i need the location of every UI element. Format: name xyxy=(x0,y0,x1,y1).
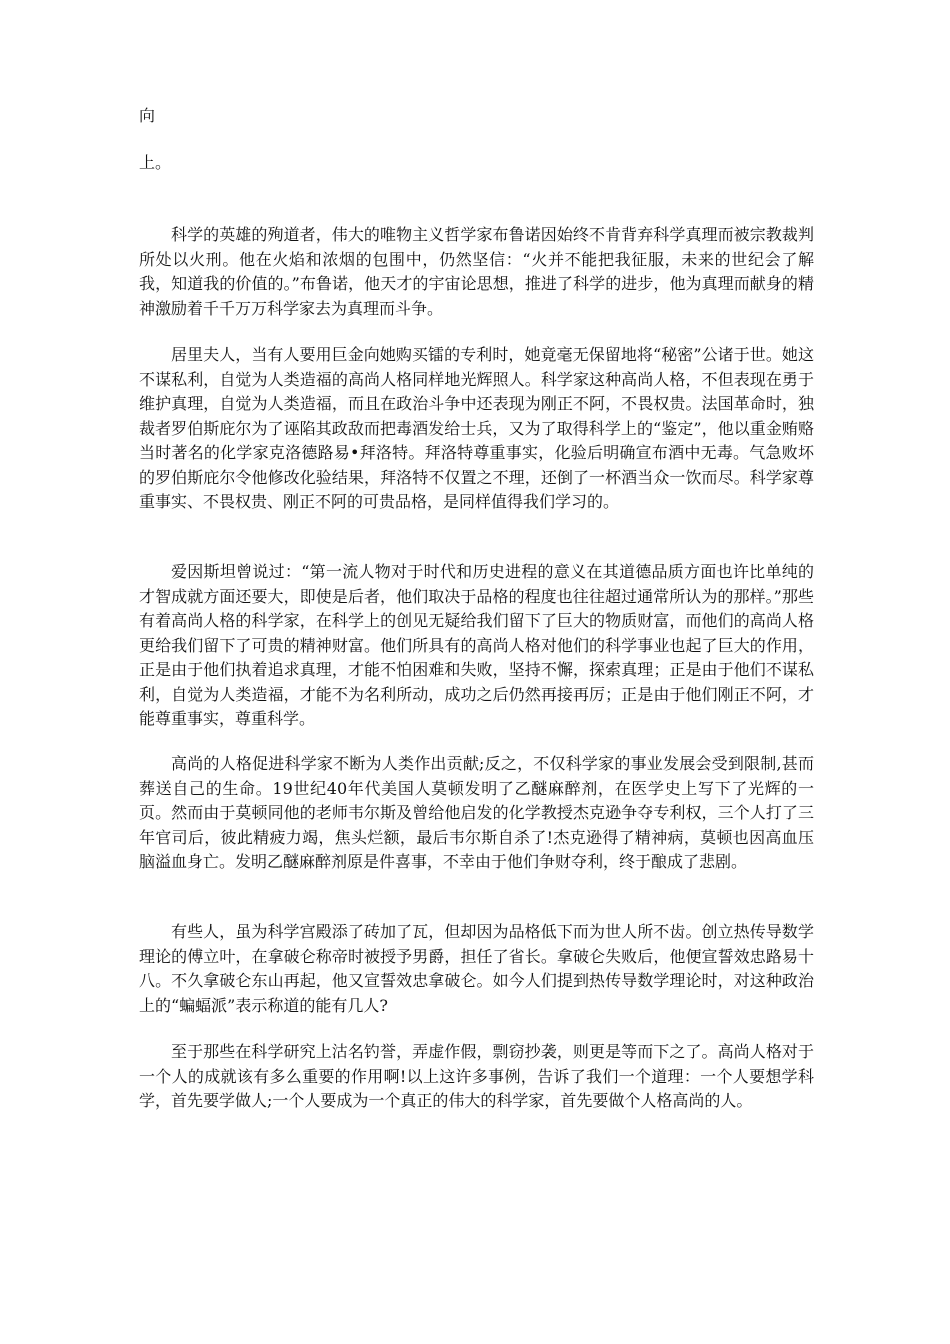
paragraph-einstein: 爱因斯坦曾说过：“第一流人物对于时代和历史进程的意义在其道德品质方面也许比单纯的才智成就方面还要大，即使是后者，他们取决于品格的程度也往往超过通常所认为的那样。”那些有着高尚人格的科学家，在科学上的创见无疑给我们留下了巨大的物质财富，而他们的高尚人格更给我们留下了可贵的精神财富。他们所具有的高尚人格对他们的科学事业也起了巨大的作用，正是由于他们执着追求真理，才能不怕困难和失败，坚持不懈，探索真理；正是由于他们不谋私利，自觉为人类造福，才能不为名利所动，成功之后仍然再接再厉；正是由于他们刚正不阿，才能尊重事实，尊重科学。 xyxy=(139,562,814,728)
paragraph-curie: 居里夫人，当有人要用巨金向她购买镭的专利时，她竟毫无保留地将“秘密”公诸于世。她这不谋私利，自觉为人类造福的高尚人格同样地光辉照人。科学家这种高尚人格，不但表现在勇于维护真理，自觉为人类造福，而且在政治斗争中还表现为刚正不阿，不畏权贵。法国革命时，独裁者罗伯斯庇尔为了诬陷其政敌而把毒酒发给士兵，又为了取得科学上的“鉴定”，他以重金贿赂当时著名的化学家克洛德路易•拜洛特。拜洛特尊重事实，化验后明确宣布酒中无毒。气急败坏的罗伯斯庇尔令他修改化验结果，拜洛特不仅置之不理，还倒了一杯酒当众一饮而尽。科学家尊重事实、不畏权贵、刚正不阿的可贵品格，是同样值得我们学习的。 xyxy=(139,345,814,511)
text-line-fragment: 向 xyxy=(139,106,156,125)
paragraph-conclusion: 至于那些在科学研究上沽名钓誉，弄虚作假，剽窃抄袭，则更是等而下之了。高尚人格对于一个人的成就该有多么重要的作用啊!以上这许多事例，告诉了我们一个道理：一个人要想学科学，首先要学做人;一个人要成为一个真正的伟大的科学家，首先要做个人格高尚的人。 xyxy=(139,1042,814,1110)
paragraph-morton: 高尚的人格促进科学家不断为人类作出贡献;反之，不仅科学家的事业发展会受到限制,甚而葬送自己的生命。19世纪40年代美国人莫顿发明了乙醚麻醉剂，在医学史上写下了光辉的一页。然而由于莫顿同他的老师韦尔斯及曾给他启发的化学教授杰克逊争夺专利权，三个人打了三年官司后，彼此精疲力竭，焦头烂额，最后韦尔斯自杀了!杰克逊得了精神病，莫顿也因高血压脑溢血身亡。发明乙醚麻醉剂原是件喜事，不幸由于他们争财夺利，终于酿成了悲剧。 xyxy=(139,754,814,871)
paragraph-bruno: 科学的英雄的殉道者，伟大的唯物主义哲学家布鲁诺因始终不肯背弃科学真理而被宗教裁判所处以火刑。他在火焰和浓烟的包围中，仍然坚信：“火并不能把我征服，未来的世纪会了解我，知道我的价值的。”布鲁诺，他天才的宇宙论思想，推进了科学的进步，他为真理而献身的精神激励着千千万万科学家去为真理而斗争。 xyxy=(139,225,814,318)
text-line-fragment: 上。 xyxy=(139,153,172,172)
paragraph-fourier: 有些人，虽为科学宫殿添了砖加了瓦，但却因为品格低下而为世人所不齿。创立热传导数学理论的傅立叶，在拿破仑称帝时被授予男爵，担任了省长。拿破仑失败后，他便宣誓效忠路易十八。不久拿破仑东山再起，他又宣誓效忠拿破仑。如今人们提到热传导数学理论时，对这种政治上的“蝙蝠派”表示称道的能有几人? xyxy=(139,922,814,1015)
